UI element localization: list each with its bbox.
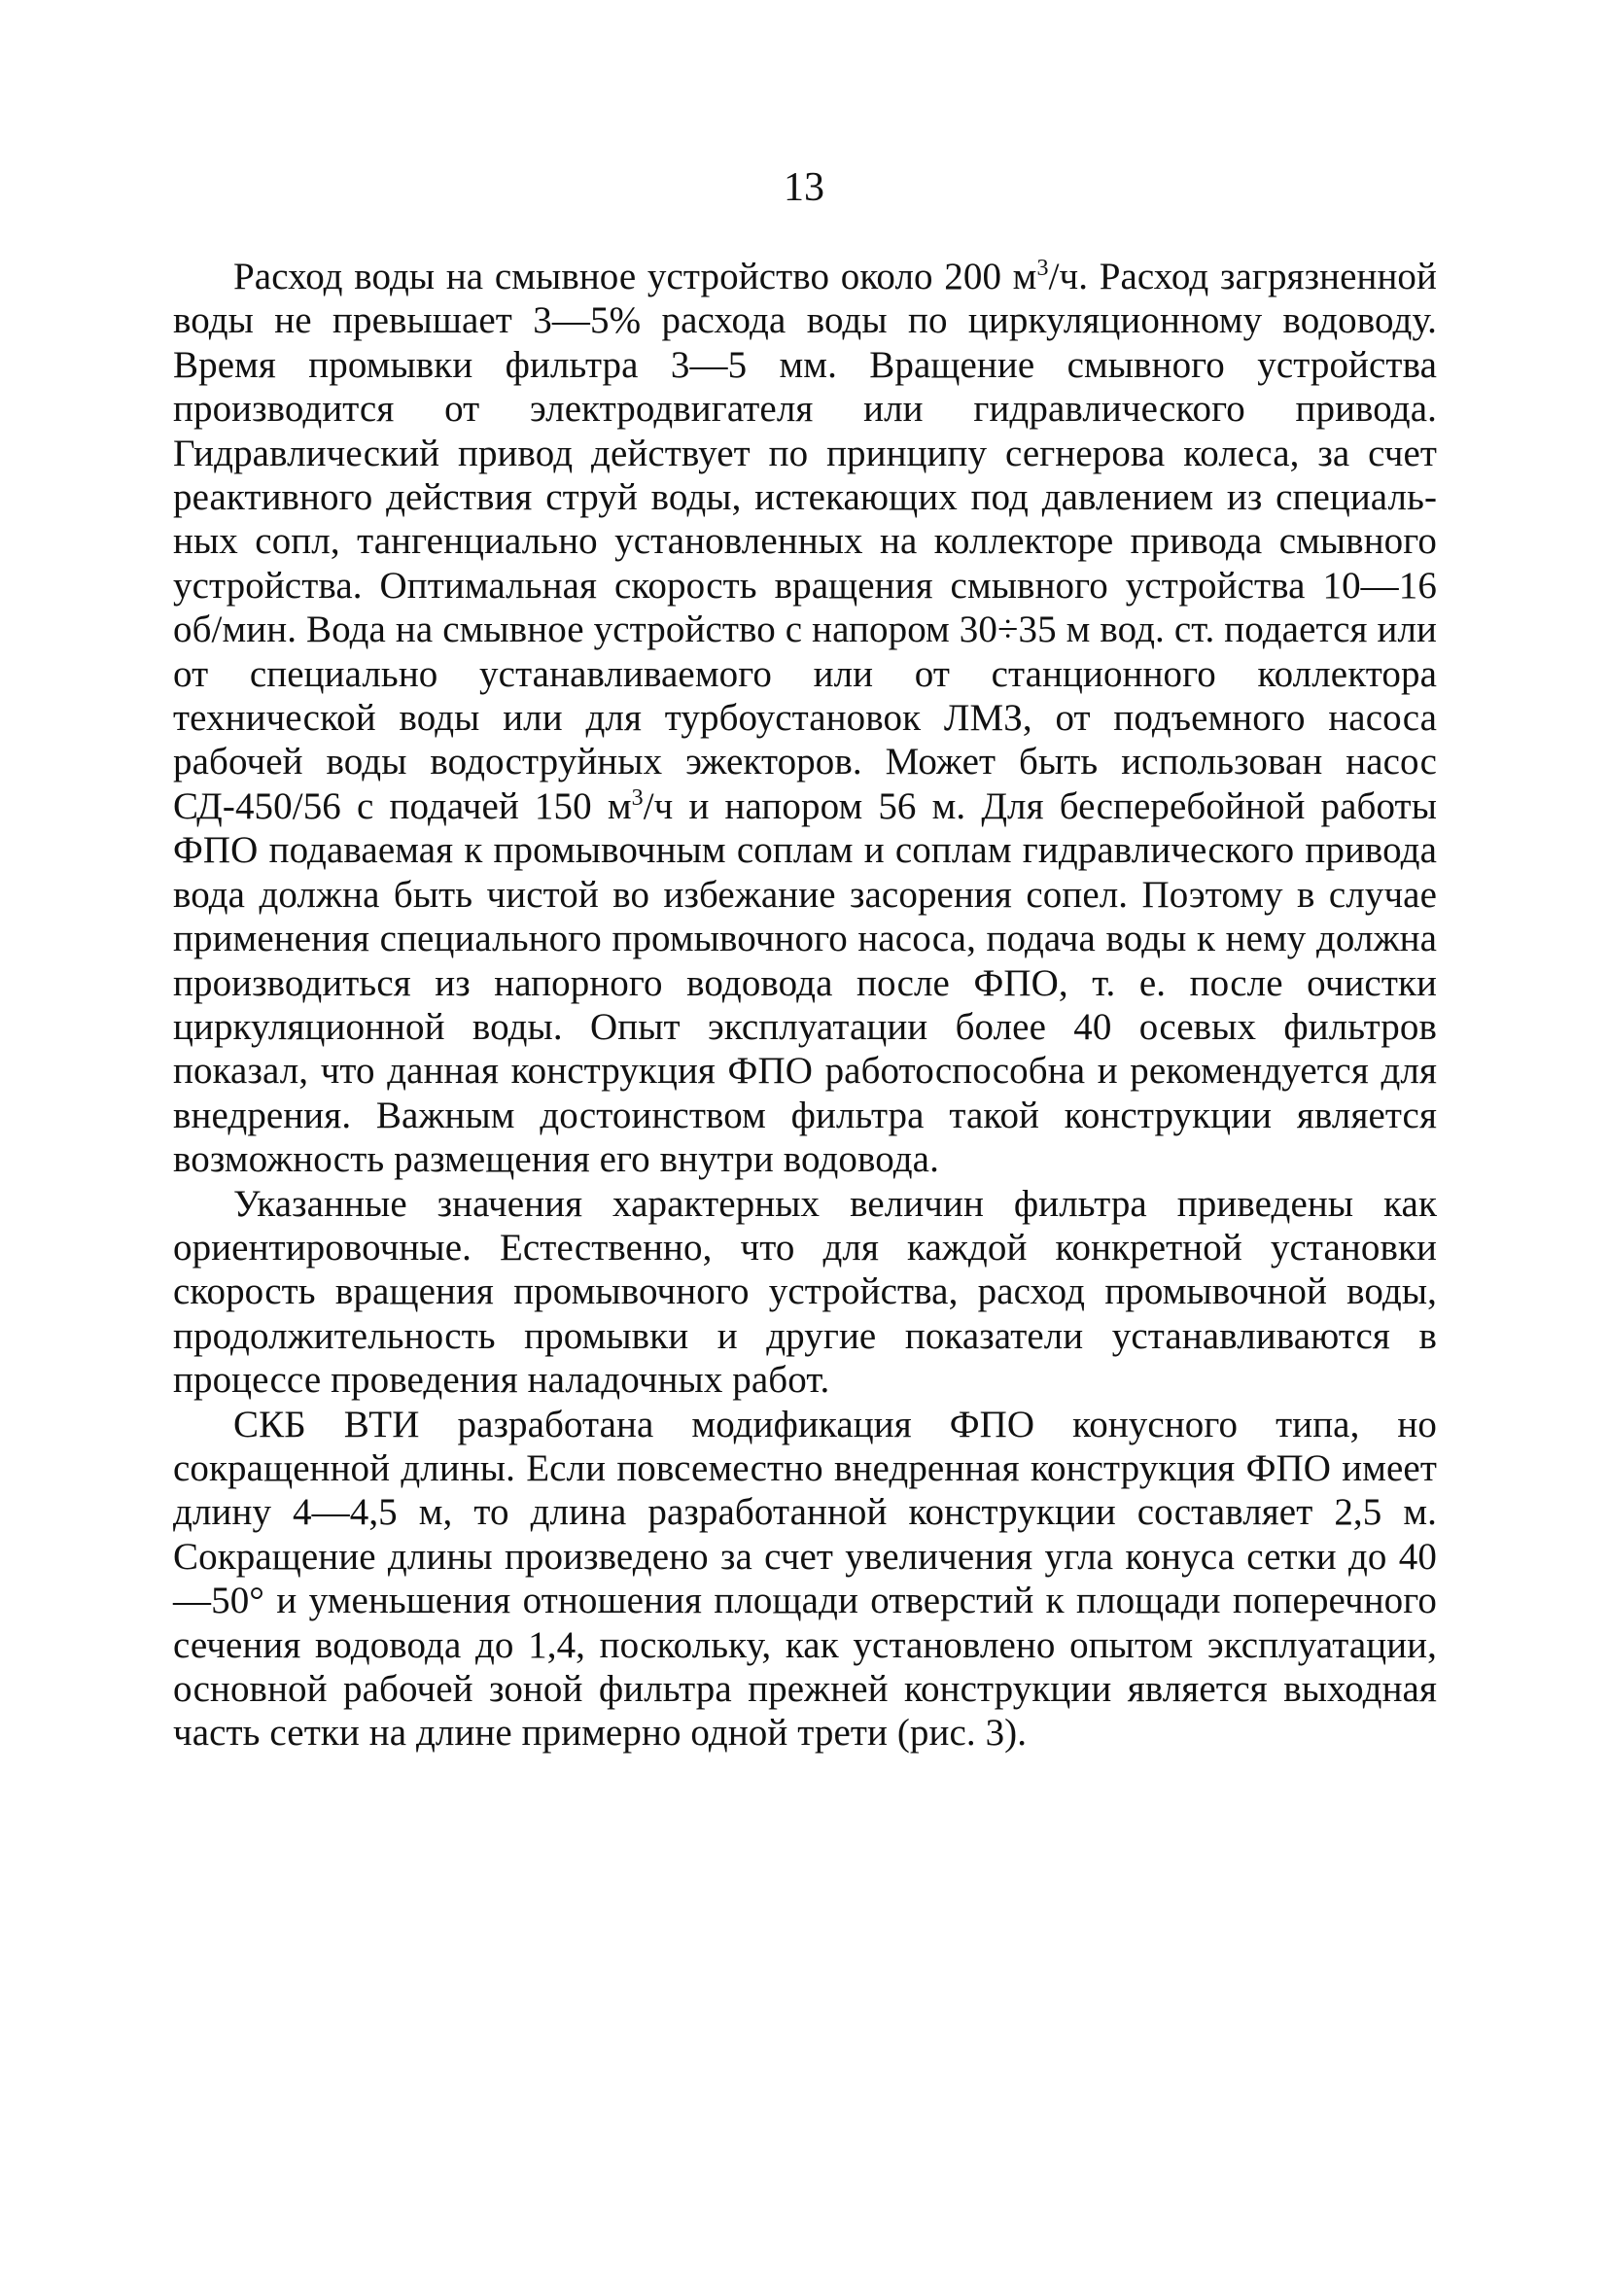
- page-number: 13: [784, 165, 824, 210]
- paragraph-1-text-a: Расход воды на смывное устройство около 200 м: [233, 256, 1037, 297]
- superscript-cubic-1: 3: [1036, 256, 1049, 281]
- paragraph-3: [173, 1403, 1437, 1756]
- paragraph-2-text: Указанные значения характерных величин фильтра приведены как ориентировочные. Естественно, что для каждой конкретной установки скорость вращения промывочного устройства, расход промывочной воды, продолжительность промывки и другие показатели устанавливаются в процессе проведения наладочных работ.: [173, 1182, 1437, 1402]
- paragraph-1-text-b: /ч. Расход загрязненной воды не превышает 3—5% расхода воды по циркуляционному водоводу. Время промывки фильтра 3—5 мм. Вращение смывного устройства производится от электродвигателя или гидравлического привода. Гидравлический привод действует по принципу сегнерова колеса, за счет реактивного действия струй воды, истекающих под давлением из специальных сопл, тангенциально установленных на коллекторе привода смывного устройства. Оптимальная скорость вращения смывного устройства 10—16 об/мин. Вода на смывное устройство с напором 30÷35 м вод. ст. подается или от специально устанавливаемого или от станционного коллектора технической воды или для турбоустановок ЛМЗ, от подъемного насоса рабочей воды водоструйных эжекторов. Может быть использован насос СД-450/56 с подачей 150 м: [173, 256, 1437, 827]
- text-body: [173, 255, 1437, 1756]
- paragraph-3-text: СКБ ВТИ разработана модификация ФПО конусного типа, но сокращенной длины. Если повсеместно внедренная конструкция ФПО имеет длину 4—4,5 м, то длина разработанной конструкции составляет 2,5 м. Сокращение длины произведено за счет увеличения угла конуса сетки до 40—50° и уменьшения отношения площади отверстий к площади поперечного сечения водовода до 1,4, поскольку, как установлено опытом эксплуатации, основной рабочей зоной фильтра прежней конструкции является выходная часть сетки на длине примерно одной трети (рис. 3).: [173, 1403, 1437, 1755]
- paragraph-2: [173, 1182, 1437, 1403]
- paragraph-1: [173, 255, 1437, 1182]
- superscript-cubic-2: 3: [631, 784, 644, 811]
- paragraph-1-text-c: /ч и напором 56 м. Для бесперебойной работы ФПО подаваемая к промывочным соплам и соплам гидравлического привода вода должна быть чистой во избежание засорения сопел. Поэтому в случае применения специального промывочного насоса, подача воды к нему должна производиться из напорного водовода после ФПО, т. е. после очистки циркуляционной воды. Опыт эксплуатации более 40 осевых фильтров показал, что данная конструкция ФПО работоспособна и рекомендуется для внедрения. Важным достоинством фильтра такой конструкции является возможность размещения его внутри водовода.: [173, 784, 1438, 1181]
